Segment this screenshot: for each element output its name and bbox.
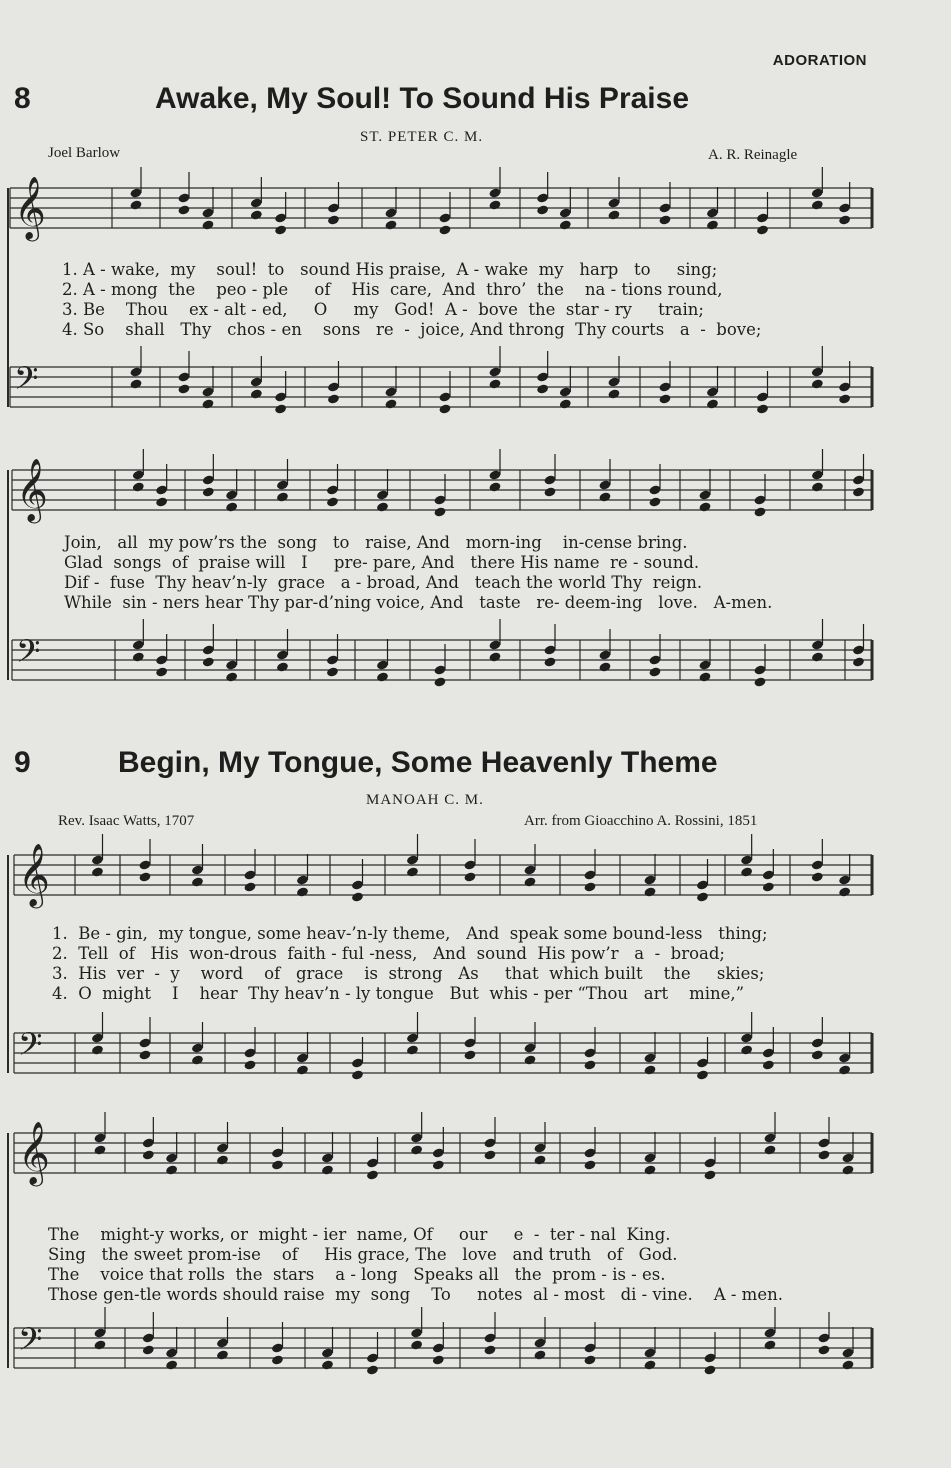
notehead bbox=[351, 891, 364, 902]
section-label: ADORATION bbox=[772, 52, 867, 69]
clef-icon: 𝄢 bbox=[18, 1321, 43, 1365]
notehead bbox=[852, 486, 865, 497]
notehead bbox=[817, 1344, 830, 1355]
notehead bbox=[296, 1064, 309, 1075]
lyric-verse: Glad songs of praise will I pre- pare, And there His name re - sound. bbox=[64, 553, 700, 572]
notehead bbox=[165, 1164, 178, 1175]
notehead bbox=[271, 1159, 284, 1170]
hymn-number: 9 bbox=[14, 746, 31, 779]
notehead bbox=[698, 501, 711, 512]
notehead bbox=[463, 1049, 476, 1060]
lyric-verse: 3. Be Thou ex - alt - ed, O my God! A - bove the star - ry train; bbox=[62, 300, 704, 319]
composer-credit: A. R. Reinagle bbox=[708, 147, 798, 163]
notehead bbox=[643, 886, 656, 897]
notehead bbox=[142, 1344, 155, 1355]
notehead bbox=[583, 1354, 596, 1365]
notehead bbox=[706, 398, 719, 409]
notehead bbox=[202, 656, 215, 667]
lyric-verse: 2. A - mong the peo - ple of His care, And thro’ the na - tions round, bbox=[62, 280, 723, 299]
clef-icon: 𝄢 bbox=[16, 633, 41, 677]
notehead bbox=[432, 1354, 445, 1365]
notehead bbox=[225, 501, 238, 512]
notehead bbox=[138, 1049, 151, 1060]
notehead bbox=[488, 199, 501, 210]
notehead bbox=[533, 1349, 546, 1360]
clef-icon: 𝄞 bbox=[16, 458, 48, 521]
notehead bbox=[753, 506, 766, 517]
lyric-verse: Sing the sweet prom-ise of His grace, The love and truth of God. bbox=[48, 1245, 678, 1264]
notehead bbox=[756, 403, 769, 414]
lyric-verse: 2. Tell of His won-drous faith - ful -ness, And sound His pow’r a - broad; bbox=[52, 944, 725, 963]
notehead bbox=[762, 881, 775, 892]
notehead bbox=[138, 871, 151, 882]
notehead bbox=[438, 403, 451, 414]
notehead bbox=[643, 1064, 656, 1075]
lyric-verse: The might-y works, or might - ier name, Of our e - ter - nal King. bbox=[48, 1225, 671, 1244]
notehead bbox=[296, 886, 309, 897]
clef-icon: 𝄞 bbox=[14, 176, 46, 239]
notehead bbox=[271, 1354, 284, 1365]
notehead bbox=[129, 378, 142, 389]
notehead bbox=[698, 671, 711, 682]
notehead bbox=[406, 1044, 419, 1055]
notehead bbox=[406, 866, 419, 877]
notehead bbox=[763, 1144, 776, 1155]
notehead bbox=[543, 486, 556, 497]
notehead bbox=[438, 224, 451, 235]
notehead bbox=[201, 398, 214, 409]
notehead bbox=[811, 481, 824, 492]
lyric-verse: 3. His ver - y word of grace is strong As that which built the skies; bbox=[52, 964, 765, 983]
lyric-verse: Join, all my pow’rs the song to raise, And morn-ing in-cense bring. bbox=[64, 533, 688, 552]
notehead bbox=[583, 1159, 596, 1170]
notehead bbox=[351, 1069, 364, 1080]
notehead bbox=[327, 393, 340, 404]
notehead bbox=[838, 214, 851, 225]
notehead bbox=[91, 1044, 104, 1055]
notehead bbox=[191, 876, 204, 887]
tune-name: MANOAH C. M. bbox=[366, 792, 484, 808]
notehead bbox=[366, 1364, 379, 1375]
author-credit: Rev. Isaac Watts, 1707 bbox=[58, 813, 195, 829]
lyric-verse: 4. O might I hear Thy heav’n - ly tongue But whis - per “Thou art mine,” bbox=[52, 984, 745, 1003]
notehead bbox=[559, 398, 572, 409]
notehead bbox=[463, 871, 476, 882]
notehead bbox=[326, 666, 339, 677]
notehead bbox=[93, 1144, 106, 1155]
lyric-verse: Those gen-tle words should raise my song To notes al - most di - vine. A - men. bbox=[48, 1285, 783, 1304]
notehead bbox=[243, 881, 256, 892]
notehead bbox=[410, 1144, 423, 1155]
notehead bbox=[274, 403, 287, 414]
hymn-title: Awake, My Soul! To Sound His Praise bbox=[155, 82, 690, 115]
notehead bbox=[811, 871, 824, 882]
notehead bbox=[433, 506, 446, 517]
lyric-verse: While sin - ners hear Thy par-d’ning voice, And taste re- deem-ing love. A-men. bbox=[64, 593, 773, 612]
notehead bbox=[129, 199, 142, 210]
lyric-verse: 4. So shall Thy chos - en sons re - joice, And throng Thy courts a - bove; bbox=[62, 320, 762, 339]
notehead bbox=[321, 1164, 334, 1175]
composer-credit: Arr. from Gioacchino A. Rossini, 1851 bbox=[524, 813, 758, 829]
notehead bbox=[384, 398, 397, 409]
notehead bbox=[483, 1149, 496, 1160]
notehead bbox=[132, 651, 145, 662]
notehead bbox=[753, 676, 766, 687]
notehead bbox=[648, 666, 661, 677]
notehead bbox=[250, 209, 263, 220]
notehead bbox=[483, 1344, 496, 1355]
notehead bbox=[838, 393, 851, 404]
notehead bbox=[366, 1169, 379, 1180]
notehead bbox=[598, 491, 611, 502]
notehead bbox=[817, 1149, 830, 1160]
notehead bbox=[376, 671, 389, 682]
notehead bbox=[201, 219, 214, 230]
notehead bbox=[488, 481, 501, 492]
notehead bbox=[658, 214, 671, 225]
notehead bbox=[543, 656, 556, 667]
notehead bbox=[536, 383, 549, 394]
notehead bbox=[243, 1059, 256, 1070]
notehead bbox=[811, 199, 824, 210]
notehead bbox=[841, 1359, 854, 1370]
notehead bbox=[410, 1339, 423, 1350]
lyric-verse: 1. A - wake, my soul! to sound His praise, A - wake my harp to sing; bbox=[62, 260, 718, 279]
notehead bbox=[658, 393, 671, 404]
notehead bbox=[376, 501, 389, 512]
notehead bbox=[191, 1054, 204, 1065]
notehead bbox=[607, 388, 620, 399]
notehead bbox=[432, 1159, 445, 1170]
notehead bbox=[648, 496, 661, 507]
notehead bbox=[327, 214, 340, 225]
notehead bbox=[433, 676, 446, 687]
notehead bbox=[643, 1164, 656, 1175]
clef-icon: 𝄞 bbox=[18, 843, 50, 906]
notehead bbox=[384, 219, 397, 230]
notehead bbox=[740, 866, 753, 877]
notehead bbox=[703, 1364, 716, 1375]
notehead bbox=[533, 1154, 546, 1165]
notehead bbox=[559, 219, 572, 230]
clef-icon: 𝄢 bbox=[18, 1026, 43, 1070]
notehead bbox=[811, 1049, 824, 1060]
notehead bbox=[841, 1164, 854, 1175]
notehead bbox=[583, 881, 596, 892]
notehead bbox=[523, 876, 536, 887]
notehead bbox=[536, 204, 549, 215]
notehead bbox=[93, 1339, 106, 1350]
notehead bbox=[706, 219, 719, 230]
notehead bbox=[165, 1359, 178, 1370]
notehead bbox=[696, 1069, 709, 1080]
author-credit: Joel Barlow bbox=[48, 145, 121, 161]
notehead bbox=[607, 209, 620, 220]
notehead bbox=[276, 661, 289, 672]
lyric-verse: Dif - fuse Thy heav’n-ly grace a - broad, And teach the world Thy reign. bbox=[64, 573, 703, 592]
clef-icon: 𝄞 bbox=[18, 1121, 50, 1184]
notehead bbox=[488, 378, 501, 389]
notehead bbox=[763, 1339, 776, 1350]
notehead bbox=[696, 891, 709, 902]
lyric-verse: The voice that rolls the stars a - long Speaks all the prom - is - es. bbox=[48, 1265, 666, 1284]
notehead bbox=[142, 1149, 155, 1160]
notehead bbox=[740, 1044, 753, 1055]
hymn-number: 8 bbox=[14, 82, 31, 115]
hymn-title: Begin, My Tongue, Some Heavenly Theme bbox=[118, 746, 718, 779]
tune-name: ST. PETER C. M. bbox=[360, 129, 484, 145]
notehead bbox=[274, 224, 287, 235]
notehead bbox=[132, 481, 145, 492]
notehead bbox=[321, 1359, 334, 1370]
notehead bbox=[250, 388, 263, 399]
notehead bbox=[838, 1064, 851, 1075]
notehead bbox=[852, 656, 865, 667]
notehead bbox=[488, 651, 501, 662]
notehead bbox=[276, 491, 289, 502]
notehead bbox=[703, 1169, 716, 1180]
notehead bbox=[598, 661, 611, 672]
notehead bbox=[155, 496, 168, 507]
notehead bbox=[643, 1359, 656, 1370]
notehead bbox=[225, 671, 238, 682]
notehead bbox=[583, 1059, 596, 1070]
clef-icon: 𝄢 bbox=[14, 360, 39, 404]
notehead bbox=[155, 666, 168, 677]
notehead bbox=[762, 1059, 775, 1070]
notehead bbox=[523, 1054, 536, 1065]
notehead bbox=[756, 224, 769, 235]
notehead bbox=[216, 1154, 229, 1165]
notehead bbox=[326, 496, 339, 507]
notehead bbox=[216, 1349, 229, 1360]
lyric-verse: 1. Be - gin, my tongue, some heav-’n-ly theme, And speak some bound-less thing; bbox=[52, 924, 768, 943]
notehead bbox=[91, 866, 104, 877]
notehead bbox=[177, 204, 190, 215]
notehead bbox=[811, 651, 824, 662]
notehead bbox=[838, 886, 851, 897]
notehead bbox=[202, 486, 215, 497]
notehead bbox=[177, 383, 190, 394]
notehead bbox=[811, 378, 824, 389]
